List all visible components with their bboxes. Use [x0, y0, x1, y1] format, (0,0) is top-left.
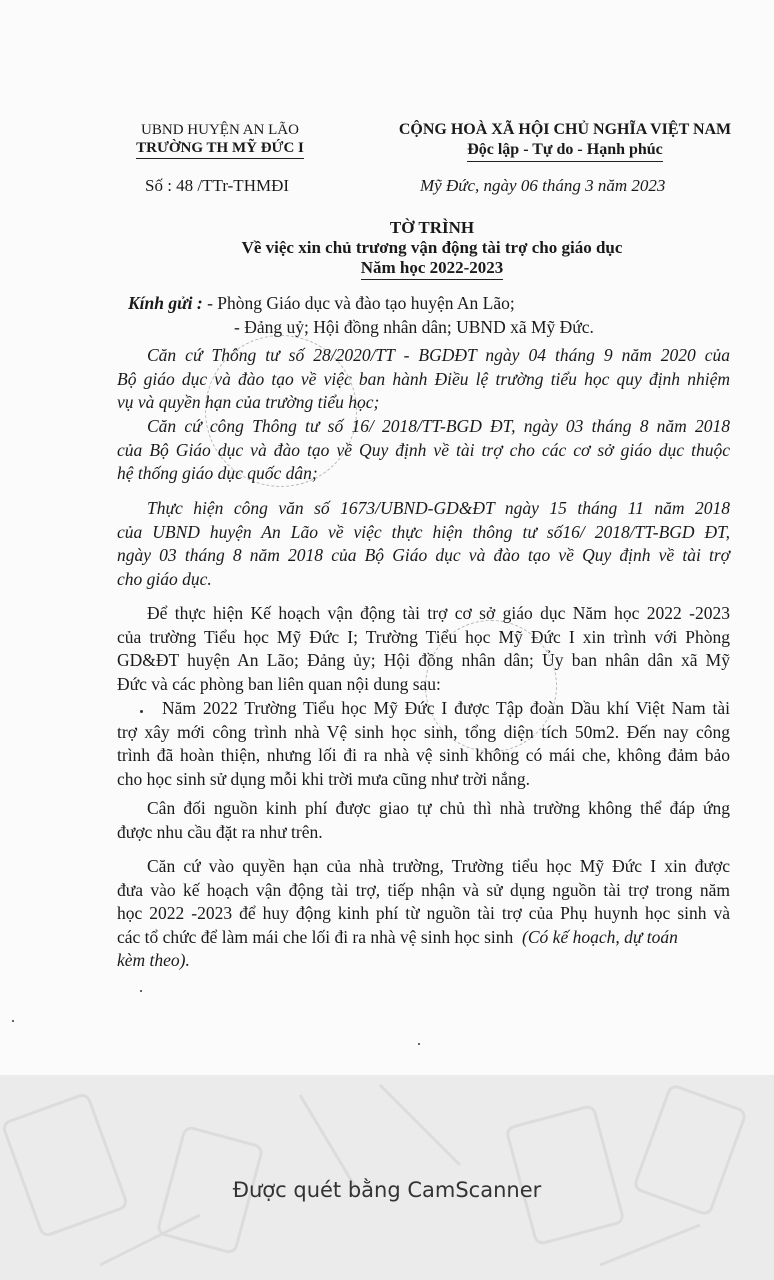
text-line: ngày 03 tháng 8 năm 2018 của Bộ Giáo dục và đào tạo về Quy định về tài trợ [117, 545, 730, 565]
stamp-mark [425, 620, 557, 752]
text-line: Thực hiện công văn số 1673/UBND-GD&ĐT ngày 15 tháng 11 năm 2018 [147, 498, 730, 518]
text-line: cho giáo dục. [117, 568, 212, 589]
national-heading [380, 120, 750, 162]
text-line: cho học sinh sử dụng mỗi khi trời mưa cũng như trời nắng. [117, 768, 530, 789]
text-line: của Bộ Giáo dục và đào tạo về Quy định về tài trợ cho các cơ sở giáo dục thuộc [117, 439, 730, 460]
recipient-2: - Đảng uỷ; Hội đồng nhân dân; UBND xã Mỹ Đức. [234, 316, 594, 337]
text-line: của trường Tiểu học Mỹ Đức I; Trường Tiểu học Mỹ Đức I xin trình với Phòng [117, 626, 730, 647]
text-line: Căn cứ vào quyền hạn của nhà trường, Trường tiểu học Mỹ Đức I xin được [147, 856, 730, 876]
text-line: Căn cứ Thông tư số 28/2020/TT - BGDĐT ngày 04 tháng 9 năm 2020 của [147, 345, 730, 365]
scan-speck [140, 990, 142, 992]
document-number: Số : 48 /TTr-THMĐI [145, 176, 290, 195]
text-line: hệ thống giáo dục quốc dân; [117, 463, 318, 483]
text-line: Đức và các phòng ban liên quan nội dung sau: [117, 673, 441, 694]
text-line: Căn cứ công Thông tư số 16/ 2018/TT-BGD ĐT, ngày 03 tháng 8 năm 2018 [147, 416, 730, 436]
text-line: các tổ chức để làm mái che lối đi ra nhà vệ sinh học sinh [117, 926, 514, 947]
school-year: Năm học 2022-2023 [361, 258, 504, 280]
camscanner-watermark: Được quét bằng CamScanner [232, 1178, 542, 1202]
country-name: CỘNG HOÀ XÃ HỘI CHỦ NGHĨA VIỆT NAM [398, 121, 732, 138]
attachment-note: (Có kế hoạch, dự toán [522, 926, 678, 947]
text-line: Để thực hiện Kế hoạch vận động tài trợ cơ sở giáo dục Năm học 2022 -2023 [147, 603, 730, 623]
text-line: trợ xây mới công trình nhà Vệ sinh học sinh, tổng diện tích 50m2. Đến nay công [117, 721, 730, 742]
text-line: trình đã hoàn thiện, nhưng lối đi ra nhà vệ sinh không có mái che, không đảm bảo [117, 745, 730, 765]
issuer-school: TRƯỜNG TH MỸ ĐỨC I [136, 139, 304, 159]
stamp-mark [205, 335, 357, 487]
text-line: Bộ giáo dục và đào tạo về việc ban hành Điều lệ trường tiểu học quy định nhiệm [117, 368, 730, 389]
paragraph-proposal [117, 855, 730, 973]
text-line: của UBND huyện An Lão về việc thực hiện thông tư số16/ 2018/TT-BGD ĐT, [117, 521, 730, 542]
bullet-dot [140, 710, 143, 713]
scan-speck [418, 1043, 420, 1045]
scan-speck [12, 1020, 14, 1022]
attachment-note-end: kèm theo). [117, 950, 190, 970]
issuer-block [120, 121, 320, 159]
paragraph-request [117, 602, 730, 696]
text-line: Cân đối nguồn kinh phí được giao tự chủ thì nhà trường không thể đáp ứng [147, 798, 730, 818]
document-title-block [0, 218, 774, 280]
text-line: GD&ĐT huyện An Lão; Đảng ủy; Hội đồng nhân dân; Ủy ban nhân dân xã Mỹ [117, 650, 730, 670]
paragraph-budget [117, 797, 730, 844]
paragraph-legal-basis-3 [117, 497, 730, 591]
text-line: được nhu cầu đặt ra như trên. [117, 821, 323, 842]
document-title: TỜ TRÌNH [389, 218, 475, 237]
text-line: học 2022 -2023 để huy động kinh phí từ nguồn tài trợ của Phụ huynh học sinh và [117, 903, 730, 923]
text-line: Năm 2022 Trường Tiểu học Mỹ Đức I được Tập đoàn Dầu khí Việt Nam tài [162, 698, 730, 718]
paragraph-bullet-situation [117, 697, 730, 791]
recipients [117, 292, 730, 339]
document-subject: Về việc xin chủ trương vận động tài trợ cho giáo dục [241, 238, 623, 257]
national-motto: Độc lập - Tự do - Hạnh phúc [467, 140, 663, 162]
text-line: đưa vào kế hoạch vận động tài trợ, tiếp nhận và sử dụng nguồn tài trợ trong năm [117, 879, 730, 900]
text-line: vụ và quyền hạn của trường tiểu học; [117, 392, 380, 412]
place-date: Mỹ Đức, ngày 06 tháng 3 năm 2023 [420, 176, 666, 195]
recipients-label: Kính gửi : [128, 293, 203, 313]
recipient-1: - Phòng Giáo dục và đào tạo huyện An Lão; [207, 293, 515, 313]
issuer-agency: UBND HUYỆN AN LÃO [141, 122, 299, 138]
